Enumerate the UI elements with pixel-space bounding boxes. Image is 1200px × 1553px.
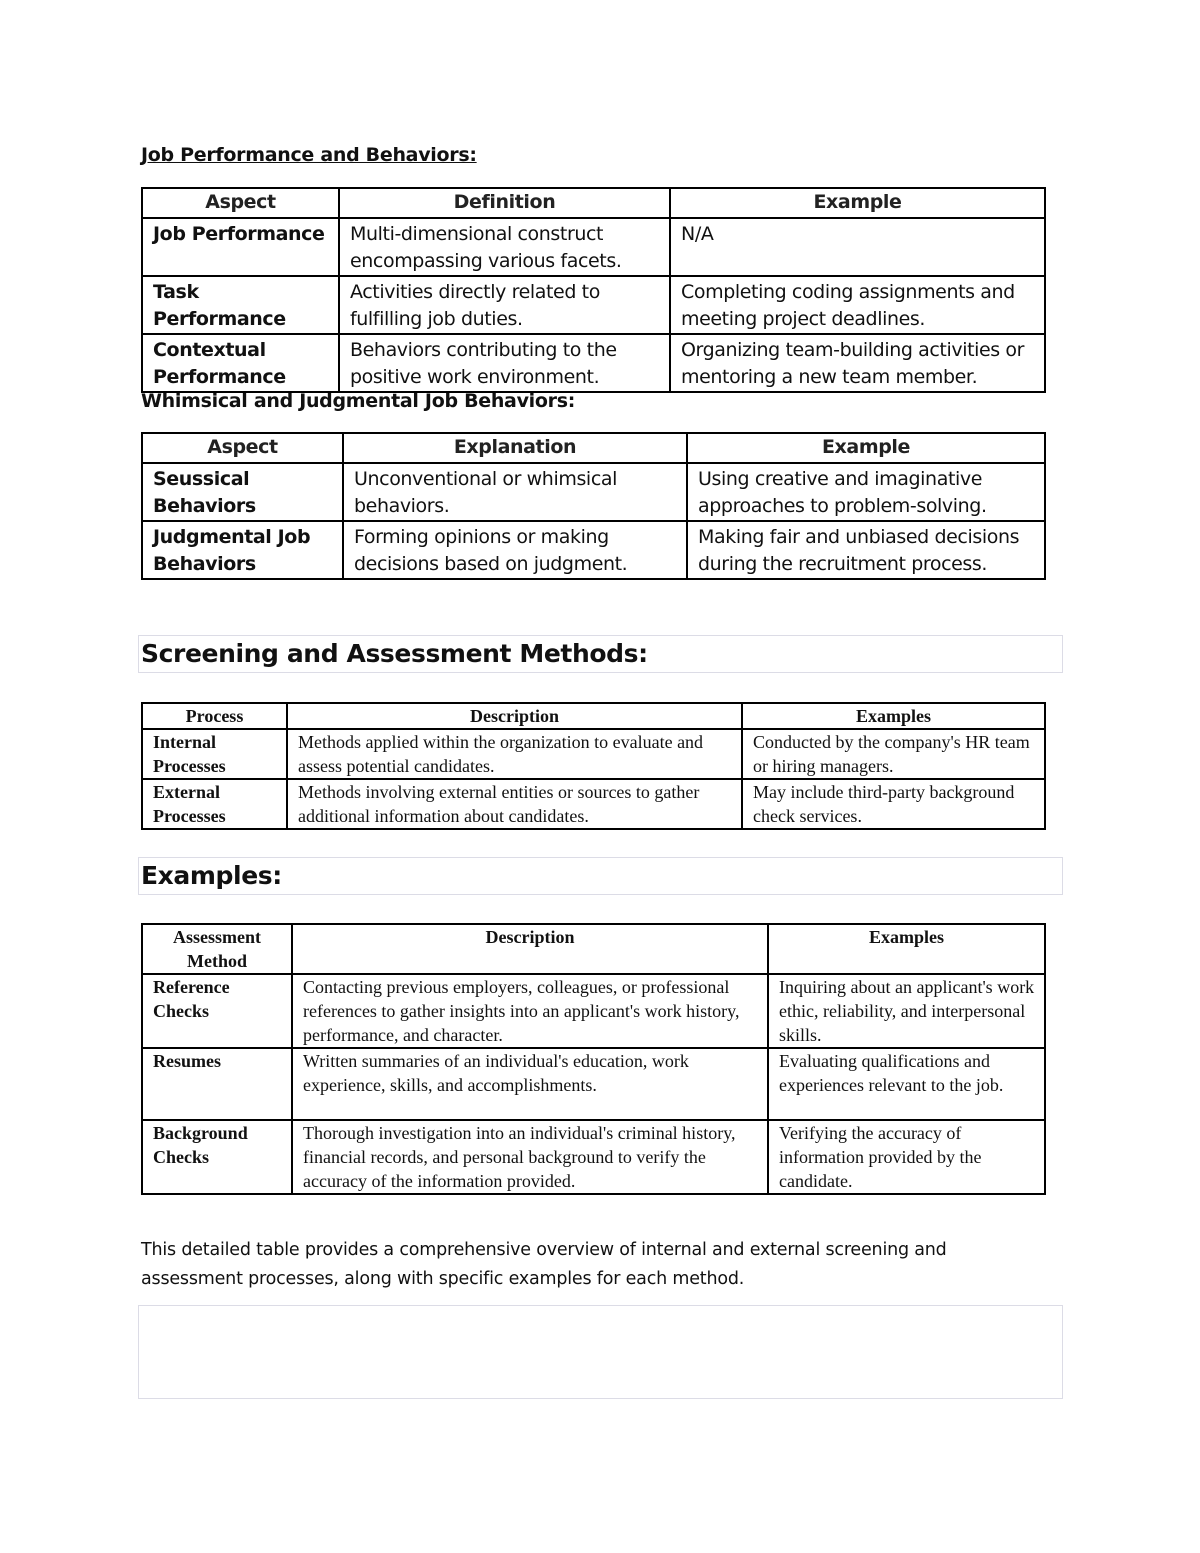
examples-cell: Evaluating qualifications and experiences relevant to the job.	[768, 1048, 1045, 1120]
example-cell: Completing coding assignments and meeting project deadlines.	[670, 276, 1045, 334]
table-header-row	[142, 703, 1045, 729]
table-row	[142, 218, 1045, 276]
aspect-cell: Judgmental Job Behaviors	[142, 521, 343, 579]
column-header-explanation: Explanation	[343, 433, 687, 463]
table-row	[142, 779, 1045, 829]
column-header-process: Process	[142, 703, 287, 729]
table-row	[142, 463, 1045, 521]
table-row	[142, 729, 1045, 779]
examples-cell: Inquiring about an applicant's work ethic, reliability, and interpersonal skills.	[768, 974, 1045, 1048]
column-header-aspect: Aspect	[142, 188, 339, 218]
explanation-cell: Forming opinions or making decisions based on judgment.	[343, 521, 687, 579]
table-row	[142, 1048, 1045, 1120]
aspect-cell: Job Performance	[142, 218, 339, 276]
table-row	[142, 1120, 1045, 1194]
table-row	[142, 276, 1045, 334]
aspect-cell: Contextual Performance	[142, 334, 339, 392]
table-header-row	[142, 188, 1045, 218]
table-header-row	[142, 924, 1045, 974]
definition-cell: Multi-dimensional construct encompassing various facets.	[339, 218, 670, 276]
method-cell: Reference Checks	[142, 974, 292, 1048]
screening-heading: Screening and Assessment Methods:	[141, 639, 648, 668]
column-header-example: Example	[670, 188, 1045, 218]
example-cell: Organizing team-building activities or mentoring a new team member.	[670, 334, 1045, 392]
table-row	[142, 334, 1045, 392]
column-header-example: Example	[687, 433, 1045, 463]
job-performance-table	[141, 187, 1046, 393]
examples-heading: Examples:	[141, 861, 282, 890]
definition-cell: Behaviors contributing to the positive work environment.	[339, 334, 670, 392]
aspect-cell: Task Performance	[142, 276, 339, 334]
process-cell: External Processes	[142, 779, 287, 829]
table-header-row	[142, 433, 1045, 463]
explanation-cell: Unconventional or whimsical behaviors.	[343, 463, 687, 521]
example-cell: Making fair and unbiased decisions during the recruitment process.	[687, 521, 1045, 579]
column-header-aspect: Aspect	[142, 433, 343, 463]
table-row	[142, 521, 1045, 579]
examples-table	[141, 923, 1046, 1195]
aspect-cell: Seussical Behaviors	[142, 463, 343, 521]
method-cell: Background Checks	[142, 1120, 292, 1194]
method-cell: Resumes	[142, 1048, 292, 1120]
example-cell: N/A	[670, 218, 1045, 276]
column-header-examples: Examples	[768, 924, 1045, 974]
example-cell: Using creative and imaginative approaches to problem-solving.	[687, 463, 1045, 521]
whimsical-table	[141, 432, 1046, 580]
examples-cell: May include third-party background check services.	[742, 779, 1045, 829]
column-header-description: Description	[287, 703, 742, 729]
whimsical-heading: Whimsical and Judgmental Job Behaviors:	[141, 390, 576, 412]
definition-cell: Activities directly related to fulfilling job duties.	[339, 276, 670, 334]
description-cell: Written summaries of an individual's education, work experience, skills, and accomplishments.	[292, 1048, 768, 1120]
description-cell: Contacting previous employers, colleagues, or professional references to gather insights into an applicant's work history, performance, and character.	[292, 974, 768, 1048]
column-header-description: Description	[292, 924, 768, 974]
table-row	[142, 974, 1045, 1048]
empty-content-box	[138, 1305, 1063, 1399]
description-cell: Methods involving external entities or sources to gather additional information about candidates.	[287, 779, 742, 829]
job-performance-heading: Job Performance and Behaviors:	[141, 144, 477, 166]
column-header-assessment-method: Assessment Method	[142, 924, 292, 974]
examples-cell: Conducted by the company's HR team or hiring managers.	[742, 729, 1045, 779]
column-header-examples: Examples	[742, 703, 1045, 729]
column-header-definition: Definition	[339, 188, 670, 218]
description-cell: Thorough investigation into an individual's criminal history, financial records, and personal background to verify the accuracy of the information provided.	[292, 1120, 768, 1194]
description-cell: Methods applied within the organization to evaluate and assess potential candidates.	[287, 729, 742, 779]
examples-cell: Verifying the accuracy of information provided by the candidate.	[768, 1120, 1045, 1194]
summary-paragraph: This detailed table provides a comprehensive overview of internal and external screening and assessment processes, along with specific examples for each method.	[141, 1240, 947, 1289]
screening-table	[141, 702, 1046, 830]
process-cell: Internal Processes	[142, 729, 287, 779]
